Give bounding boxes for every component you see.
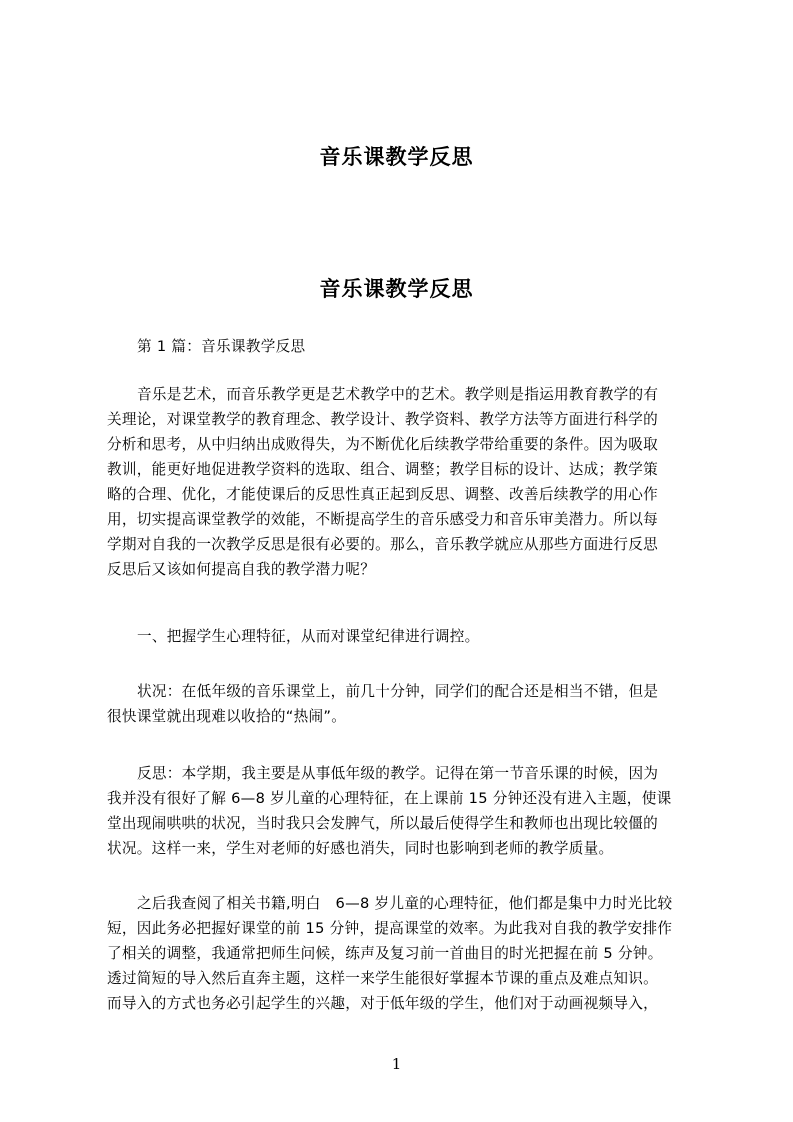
paragraph-line: 我并没有很好了解 6—8 岁儿童的心理特征，在上课前 15 分钟还没有进入主题，使课	[107, 790, 672, 807]
paragraph-line: 反思：本学期，我主要是从事低年级的教学。记得在第一节音乐课的时候，因为	[137, 765, 659, 782]
section-label-text: 第 1 篇：音乐课教学反思	[137, 338, 306, 355]
paragraph-situation	[107, 679, 705, 729]
paragraph-adjustment	[107, 891, 705, 1016]
paragraph-line: 状况：在低年级的音乐课堂上，前几十分钟，同学们的配合还是相当不错，但是	[137, 683, 659, 700]
document-title: 音乐课教学反思	[319, 145, 474, 169]
paragraph-line: 状况。这样一来，学生对老师的好感也消失，同时也影响到老师的教学质量。	[107, 840, 614, 857]
paragraph-line: 反思后又该如何提高自我的教学潜力呢？	[107, 561, 376, 578]
paragraph-line: 关理论，对课堂教学的教育理念、教学设计、教学资料、教学方法等方面进行科学的	[107, 411, 659, 428]
paragraph-line: 用，切实提高课堂教学的效能，不断提高学生的音乐感受力和音乐审美潜力。所以每	[107, 511, 659, 528]
section-heading	[107, 624, 705, 649]
document-subtitle: 音乐课教学反思	[319, 277, 474, 301]
section-label	[107, 334, 705, 359]
paragraph-line: 学期对自我的一次教学反思是很有必要的。那么，音乐教学就应从那些方面进行反思	[107, 536, 659, 553]
paragraph-line: 教训，能更好地促进教学资料的选取、组合、调整；教学目标的设计、达成；教学策	[107, 461, 659, 478]
paragraph-line: 音乐是艺术，而音乐教学更是艺术教学中的艺术。教学则是指运用教育教学的有	[137, 386, 659, 403]
paragraph-line: 之后我查阅了相关书籍,明白 6—8 岁儿童的心理特征，他们都是集中力时光比较	[137, 895, 673, 912]
paragraph-line: 而导入的方式也务必引起学生的兴趣，对于低年级的学生，他们对于动画视频导入，	[107, 995, 659, 1012]
paragraph-line: 透过简短的导入然后直奔主题，这样一来学生能很好掌握本节课的重点及难点知识。	[107, 970, 659, 987]
paragraph-line: 了相关的调整，我通常把师生问候，练声及复习前一首曲目的时光把握在前 5 分钟。	[107, 945, 663, 962]
paragraph-line: 短，因此务必把握好课堂的前 15 分钟，提高课堂的效率。为此我对自我的教学安排作	[107, 920, 673, 937]
paragraph-line: 很快课堂就出现难以收拾的“热闹”。	[107, 708, 347, 725]
page-number: 1	[391, 1055, 402, 1073]
paragraph-reflection	[107, 761, 705, 861]
section-heading-text: 一、把握学生心理特征，从而对课堂纪律进行调控。	[137, 628, 480, 645]
paragraph-line: 略的合理、优化，才能使课后的反思性真正起到反思、调整、改善后续教学的用心作	[107, 486, 659, 503]
paragraph-line: 分析和思考，从中归纳出成败得失，为不断优化后续教学带给重要的条件。因为吸取	[107, 436, 659, 453]
paragraph-line: 堂出现闹哄哄的状况，当时我只会发脾气，所以最后使得学生和教师也出现比较僵的	[107, 815, 659, 832]
paragraph-intro	[107, 382, 705, 582]
